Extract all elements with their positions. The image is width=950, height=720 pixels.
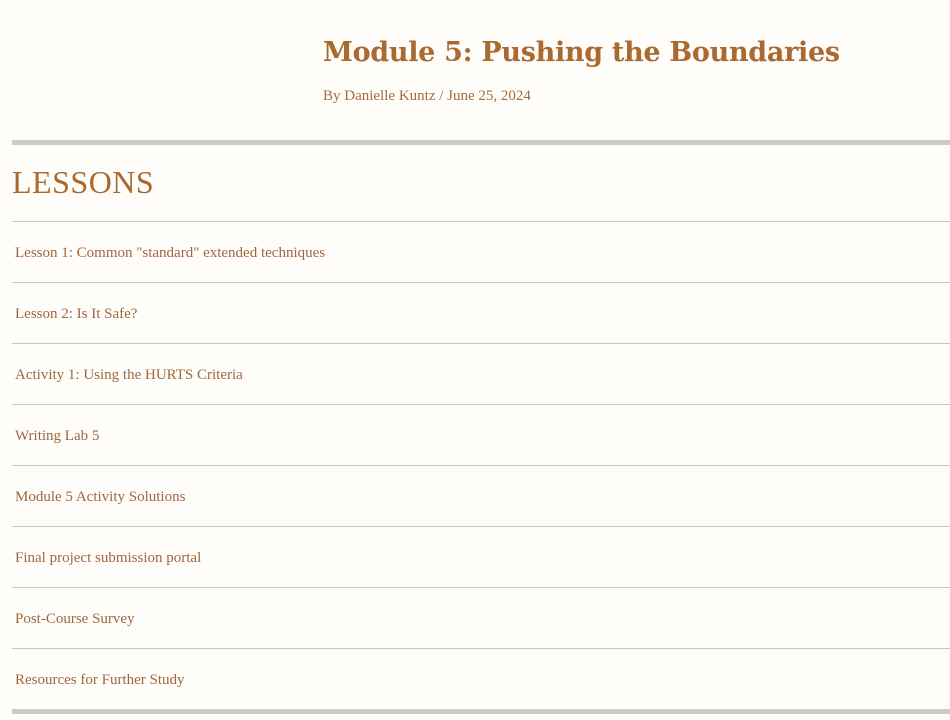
lesson-link-1[interactable]: Lesson 1: Common "standard" extended techniques — [15, 245, 326, 261]
lessons-heading: LESSONS — [12, 164, 155, 200]
lesson-list — [12, 221, 950, 709]
list-item — [12, 221, 950, 282]
post-meta — [323, 86, 943, 106]
list-item — [12, 343, 950, 404]
writing-lab-link[interactable]: Writing Lab 5 — [15, 428, 100, 444]
list-item — [12, 404, 950, 465]
page-title: Module 5: Pushing the Boundaries — [323, 37, 840, 68]
post-date: June 25, 2024 — [447, 88, 531, 104]
lesson-link-2[interactable]: Lesson 2: Is It Safe? — [15, 306, 138, 322]
by-label: By — [323, 88, 341, 104]
meta-separator: / — [439, 88, 444, 104]
submission-portal-link[interactable]: Final project submission portal — [15, 550, 202, 566]
list-item — [12, 648, 950, 709]
list-item — [12, 282, 950, 343]
survey-link[interactable]: Post-Course Survey — [15, 611, 135, 627]
top-divider — [12, 140, 950, 145]
list-item — [12, 465, 950, 526]
list-item — [12, 526, 950, 587]
activity-link-1[interactable]: Activity 1: Using the HURTS Criteria — [15, 367, 243, 383]
list-item — [12, 587, 950, 648]
bottom-divider — [12, 709, 950, 714]
post-header — [323, 34, 943, 106]
activity-solutions-link[interactable]: Module 5 Activity Solutions — [15, 489, 186, 505]
author-link[interactable]: Danielle Kuntz — [344, 88, 436, 104]
resources-link[interactable]: Resources for Further Study — [15, 672, 185, 688]
